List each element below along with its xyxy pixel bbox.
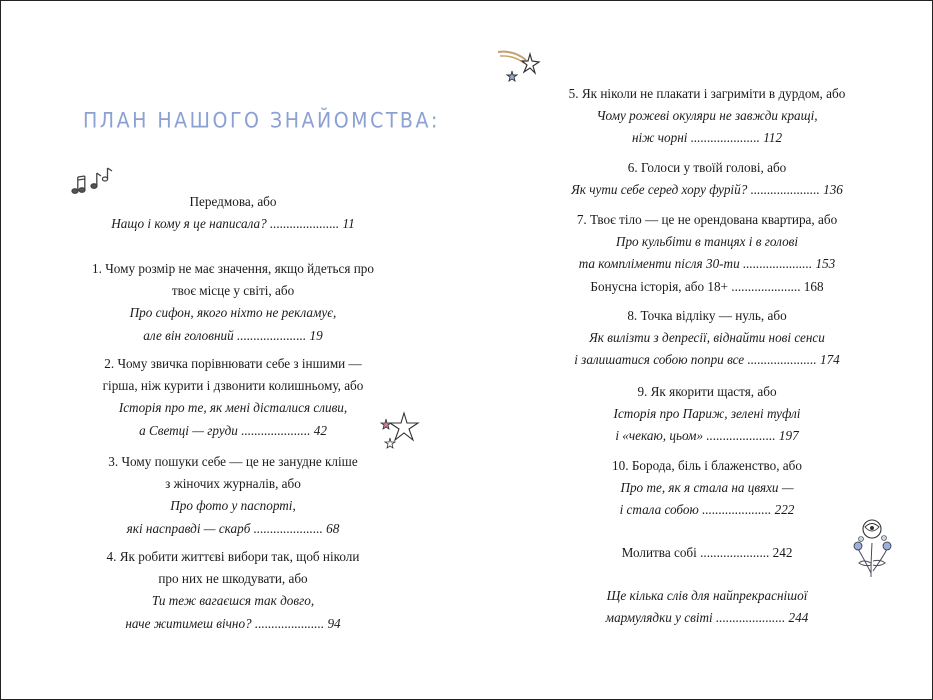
chapter-subtitle: Ти теж вагаєшся так довго, xyxy=(151,593,315,609)
toc-entry-chapter-4[interactable] xyxy=(47,546,419,635)
toc-entry-chapter-6[interactable] xyxy=(510,157,904,201)
chapter-title: 5. Як ніколи не плакати і загриміти в дурдом, або xyxy=(568,86,846,101)
toc-entry-chapter-3[interactable] xyxy=(47,451,419,540)
chapter-subtitle: Нащо і кому я це написала? ..................... 11 xyxy=(111,216,355,232)
chapter-subtitle: мармулядки у світі ..................... 244 xyxy=(605,610,809,626)
shooting-star-icon xyxy=(496,46,546,86)
chapter-title: 10. Борода, біль і блаженство, або xyxy=(612,458,802,473)
chapter-subtitle: Ще кілька слів для найпрекраснішої xyxy=(606,588,808,603)
chapter-subtitle: Як чути себе серед хору фурій? ..................... 136 xyxy=(571,182,843,198)
chapter-subtitle: і залишатися собою попри все ..................... 174 xyxy=(574,352,840,368)
chapter-subtitle: і стала собою ..................... 222 xyxy=(619,502,795,518)
chapter-title: Молитва собі ..................... 242 xyxy=(621,545,793,560)
page-title: ПЛАН НАШОГО ЗНАЙОМСТВА: xyxy=(83,109,440,134)
toc-entry-chapter-10[interactable] xyxy=(510,455,904,522)
chapter-subtitle: наче житимеш вічно? ..................... 94 xyxy=(125,615,341,631)
chapter-title: 3. Чому пошуки себе — це не занудне кліше xyxy=(108,454,358,469)
chapter-title: Передмова, або xyxy=(189,194,277,209)
toc-entry-afterword[interactable] xyxy=(510,585,904,629)
chapter-subtitle: Про сифон, якого ніхто не рекламує, xyxy=(129,305,337,321)
toc-entry-prayer[interactable] xyxy=(510,542,904,564)
chapter-subtitle: Історія про те, як мені дісталися сливи, xyxy=(118,400,348,416)
chapter-subtitle: а Светці — груди ..................... 42 xyxy=(139,422,327,438)
chapter-subtitle: Як вилізти з депресії, віднайти нові сенси xyxy=(589,330,825,346)
chapter-title: з жіночих журналів, або xyxy=(165,476,301,492)
chapter-subtitle: Історія про Париж, зелені туфлі xyxy=(613,406,801,422)
chapter-title: 7. Твоє тіло — це не орендована квартира, або xyxy=(576,212,838,227)
toc-entry-chapter-7[interactable] xyxy=(510,209,904,298)
chapter-title: твоє місце у світі, або xyxy=(171,283,295,299)
chapter-title: 6. Голоси у твоїй голові, або xyxy=(627,160,787,175)
chapter-subtitle: Про те, як я стала на цвяхи — xyxy=(620,480,794,496)
chapter-title: 8. Точка відліку — нуль, або xyxy=(627,308,787,323)
chapter-subtitle: та компліменти після 30-ти ..................... 153 xyxy=(578,256,836,272)
chapter-title: 2. Чому звичка порівнювати себе з іншими — xyxy=(104,356,362,371)
chapter-subtitle: Про кульбіти в танцях і в голові xyxy=(615,234,799,250)
chapter-title: гірша, ніж курити і дзвонити колишньому, або xyxy=(102,378,364,394)
chapter-subtitle: але він головний ..................... 19 xyxy=(143,327,323,343)
chapter-subtitle: Чому рожеві окуляри не завжди кращі, xyxy=(596,108,818,124)
toc-entry-chapter-2[interactable] xyxy=(47,353,419,442)
chapter-subtitle: і «чекаю, цьом» ..................... 197 xyxy=(615,428,799,444)
chapter-title: 9. Як якорити щастя, або xyxy=(637,384,777,399)
toc-entry-chapter-5[interactable] xyxy=(510,83,904,150)
chapter-subtitle: ніж чорні ..................... 112 xyxy=(631,130,783,146)
toc-entry-chapter-8[interactable] xyxy=(510,305,904,372)
chapter-subtitle: Про фото у паспорті, xyxy=(170,498,296,514)
chapter-title: 4. Як робити життєві вибори так, щоб ніколи xyxy=(106,549,360,564)
chapter-title: 1. Чому розмір не має значення, якщо йдеться про xyxy=(92,261,374,276)
chapter-title: про них не шкодувати, або xyxy=(158,571,308,587)
bonus-story: Бонусна історія, або 18+ ..................... 168 xyxy=(590,278,824,294)
toc-entry-chapter-9[interactable] xyxy=(510,381,904,448)
toc-entry-chapter-1[interactable] xyxy=(47,258,419,347)
toc-entry-preface[interactable] xyxy=(47,191,419,235)
chapter-subtitle: які насправді — скарб ..................... 68 xyxy=(126,520,340,536)
